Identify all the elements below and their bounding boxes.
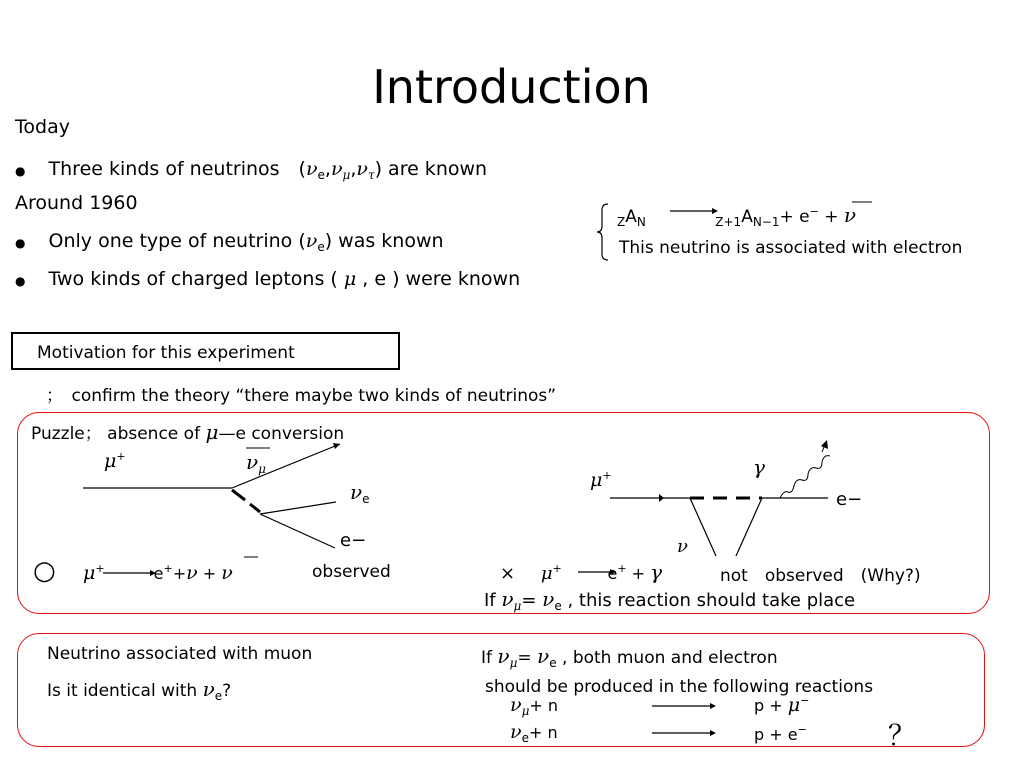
nu-mu-bar-label: $\nu_\mu$ (246, 450, 266, 476)
produced-line: should be produced in the following reactions (485, 677, 874, 697)
motivation-line: ； confirm the theory “there maybe two kinds of neutrinos” (46, 386, 557, 406)
nu-e-label: $\nu_e$ (350, 480, 370, 506)
page-title: Introduction (372, 60, 651, 114)
bullet-one-neutrino: ● Only one type of neutrino $(\nu_e)$ was known (15, 230, 444, 254)
neutrino-muon-line: Neutrino associated with muon (47, 644, 313, 664)
cross-icon: × (500, 563, 516, 584)
e-minus-label: e− (340, 530, 367, 551)
motivation-box (11, 332, 400, 370)
puzzle-if-line: If $\nu_\mu= \nu_e$ , this reaction should take place (484, 587, 856, 613)
observed-reaction: μ+ e++ν + ν (83, 562, 233, 584)
reaction-muon-product: p + μ− (754, 694, 810, 716)
bullet-charged-leptons: ● Two kinds of charged leptons ( μ , e ) were known (15, 268, 521, 290)
observed-label: observed (312, 562, 391, 582)
neutrino-association-note: This neutrino is associated with electron (619, 238, 963, 258)
reaction-muon: $\nu_\mu+ n$ (510, 694, 559, 718)
not-observed-reaction: × μ+ e+ + γ (500, 560, 663, 584)
question-mark: ？ (888, 719, 917, 752)
beta-decay-equation: $_ZA_N$ $_{Z+1}A_{N-1}+ e^- + \nu$ (617, 203, 857, 229)
right-if-line: If $\nu_\mu= \nu_e$ , both muon and electron (481, 644, 778, 670)
e-minus-label-right: e− (836, 489, 863, 510)
bullet-dot-icon: ● (15, 236, 26, 250)
observed-circle-icon: ○ (33, 556, 56, 586)
reaction-electron-product: p + e− (754, 723, 807, 744)
mu-plus-label: μ+ (104, 450, 126, 472)
motivation-label: Motivation for this experiment (37, 343, 295, 363)
identical-question: Is it identical with $\nu_e$? (47, 677, 232, 703)
nu-loop-label: ν (677, 536, 688, 557)
bullet-dot-icon: ● (15, 164, 26, 178)
around-1960-heading: Around 1960 (15, 192, 138, 214)
bullet-three-neutrinos: ● Three kinds of neutrinos $(\nu_e,\nu_\mu,\nu_\tau)$ are known (15, 158, 488, 182)
gamma-label: γ (753, 455, 765, 479)
bullet-dot-icon: ● (15, 274, 26, 288)
puzzle-title: Puzzle； absence of μ—e conversion (31, 420, 345, 444)
today-heading: Today (15, 116, 70, 138)
mu-plus-label-right: μ+ (590, 469, 612, 491)
not-observed-label: not observed (Why?) (720, 566, 921, 586)
reaction-electron: $\nu_e+ n$ (510, 721, 558, 745)
